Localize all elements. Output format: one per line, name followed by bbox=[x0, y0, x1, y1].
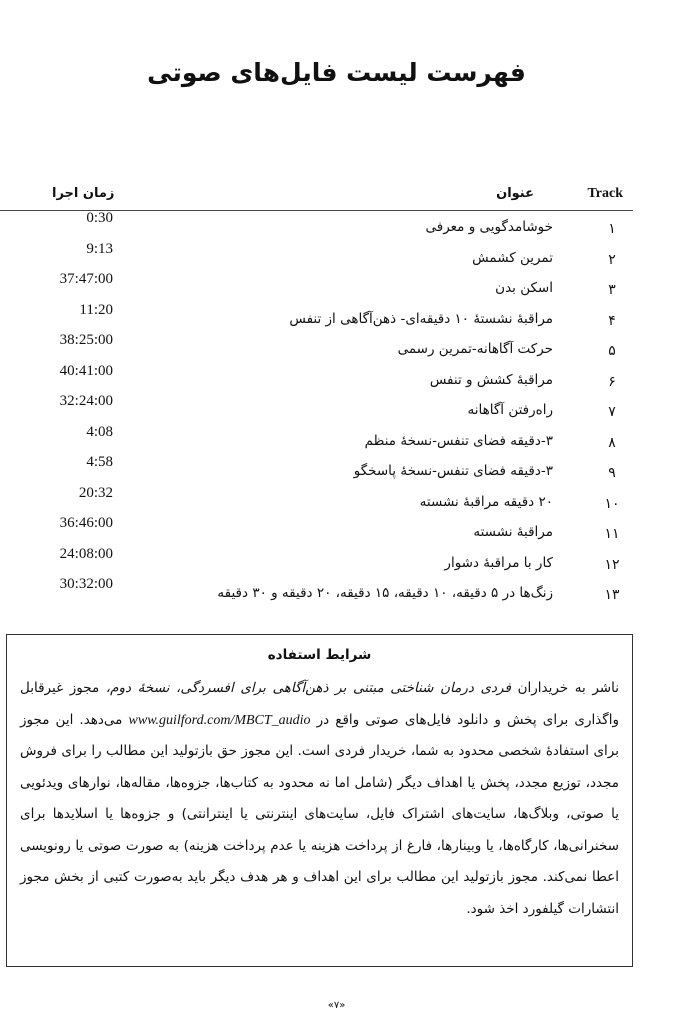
track-number: ۲ bbox=[608, 251, 616, 268]
track-number: ۱۱ bbox=[604, 526, 620, 542]
page-number: «۷» bbox=[327, 1000, 346, 1011]
track-number: ۷ bbox=[608, 404, 616, 420]
track-duration: 4:08 bbox=[86, 423, 113, 440]
track-title: کار با مراقبهٔ دشوار bbox=[444, 554, 553, 571]
track-number: ۸ bbox=[608, 434, 616, 451]
track-duration: 20:32 bbox=[78, 484, 113, 501]
table-row bbox=[0, 241, 633, 272]
track-duration: 0:30 bbox=[86, 210, 113, 226]
terms-heading: شرایط استفاده bbox=[267, 647, 372, 663]
book-title: فردی درمان شناختی مبتنی بر ذهن‌آگاهی برای افسردگی، نسخهٔ دوم، bbox=[105, 680, 511, 696]
table-header bbox=[0, 182, 633, 211]
track-duration: 38:25:00 bbox=[59, 332, 113, 348]
table-row bbox=[0, 332, 633, 363]
track-number: ۴ bbox=[608, 312, 616, 329]
track-number: ۱۰ bbox=[604, 495, 620, 512]
terms-of-use-box bbox=[6, 634, 633, 967]
table-row bbox=[0, 546, 633, 577]
track-duration: 9:13 bbox=[86, 240, 113, 257]
track-title: زنگ‌ها در ۵ دقیقه، ۱۰ دقیقه، ۱۵ دقیقه، ۲۰ دقیقه و ۳۰ دقیقه bbox=[217, 585, 553, 601]
track-number: ۳ bbox=[608, 282, 616, 298]
table-row bbox=[0, 485, 633, 516]
track-title: خوشامدگویی و معرفی bbox=[425, 219, 553, 235]
track-duration: 40:41:00 bbox=[59, 362, 113, 379]
track-title: ۳-دقیقه فضای تنفس-نسخهٔ پاسخگو bbox=[353, 463, 553, 479]
track-duration: 37:47:00 bbox=[59, 271, 113, 287]
track-number: ۹ bbox=[608, 465, 616, 481]
terms-text-3: می‌دهد. این مجوز برای استفادهٔ شخصی محدود به شما، خریدار فردی است. این مجوز حق بازتولید این مطالب را برای فروش مجدد، توزیع مجدد، پخش یا اهداف دیگر (شامل اما نه محدود به کتاب‌ها، جزوه‌ها، مقاله‌ها، نوارهای ویدئویی یا صوتی، وبلاگ‌ها، سایت‌های اشتراک فایل، سایت‌های اینترنتی یا اینترانتی) و جزوه‌ها یا اسلایدها برای سخنرانی‌ها، کارگاه‌ها، یا وبینارها، فارغ از پرداخت هزینه یا عدم پرداخت هزینه) به صورت صوتی یا رونویسی اعطا نمی‌کند. مجوز بازتولید این مطالب برای این اهداف و هر هدف دیگر باید به‌صورت کتبی از بخش مجوز انتشارات گیلفورد اخذ شود. bbox=[20, 711, 619, 917]
track-number: ۱۳ bbox=[604, 587, 620, 603]
audio-url-link[interactable]: www.guilford.com/MBCT_audio bbox=[128, 712, 311, 728]
table-row bbox=[0, 302, 633, 333]
track-list bbox=[0, 210, 633, 607]
track-number: ۱ bbox=[608, 221, 616, 237]
table-row bbox=[0, 363, 633, 394]
header-duration: زمان اجرا bbox=[52, 186, 115, 201]
header-title: عنوان bbox=[496, 186, 534, 201]
table-row bbox=[0, 576, 633, 607]
track-duration: 4:58 bbox=[86, 454, 113, 470]
table-row bbox=[0, 424, 633, 455]
track-number: ۵ bbox=[608, 343, 616, 359]
table-row bbox=[0, 393, 633, 424]
track-number: ۶ bbox=[608, 373, 616, 390]
track-title: مراقبهٔ نشستهٔ ۱۰ دقیقه‌ای- ذهن‌آگاهی از تنفس bbox=[289, 310, 553, 327]
track-duration: 30:32:00 bbox=[59, 576, 113, 592]
page-title: فهرست لیست فایل‌های صوتی bbox=[147, 58, 526, 87]
track-duration: 36:46:00 bbox=[59, 515, 113, 531]
track-title: ۳-دقیقه فضای تنفس-نسخهٔ منظم bbox=[364, 432, 553, 449]
track-title: ۲۰ دقیقه مراقبهٔ نشسته bbox=[419, 493, 553, 510]
track-title: مراقبهٔ نشسته bbox=[473, 524, 553, 540]
track-duration: 11:20 bbox=[79, 301, 113, 318]
track-number: ۱۲ bbox=[604, 556, 620, 573]
track-title: مراقبهٔ کشش و تنفس bbox=[429, 371, 553, 388]
terms-text-2: مجوز غیرقابل واگذاری برای پخش و دانلود فایل‌های صوتی واقع در bbox=[20, 680, 619, 728]
header-track: Track bbox=[587, 186, 623, 201]
table-row bbox=[0, 454, 633, 485]
table-row bbox=[0, 210, 633, 241]
track-title: تمرین کشمش bbox=[472, 249, 553, 266]
track-duration: 32:24:00 bbox=[59, 393, 113, 409]
terms-body bbox=[20, 673, 619, 925]
table-row bbox=[0, 271, 633, 302]
track-title: حرکت آگاهانه-تمرین رسمی bbox=[397, 341, 553, 357]
table-row bbox=[0, 515, 633, 546]
track-title: اسکن بدن bbox=[495, 280, 553, 296]
track-title: راه‌رفتن آگاهانه bbox=[467, 402, 553, 418]
track-duration: 24:08:00 bbox=[59, 545, 113, 562]
terms-text-1: ناشر به خریداران bbox=[517, 680, 619, 696]
